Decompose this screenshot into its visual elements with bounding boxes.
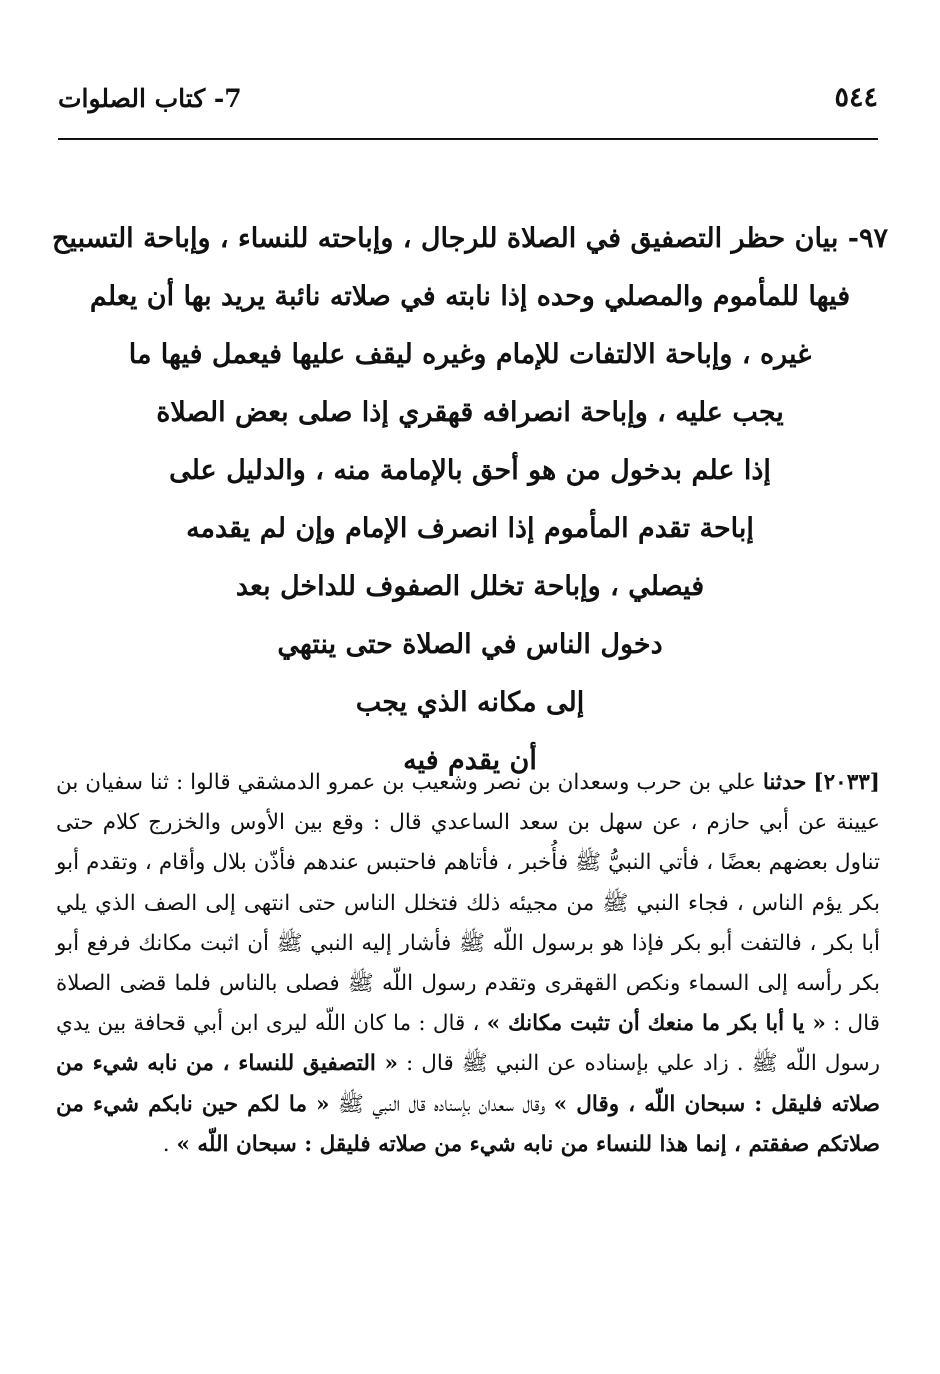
hadith-opening: حدثنا — [762, 770, 807, 795]
chapter-heading-line: إباحة تقدم المأموم إذا انصرف الإمام وإن لم يقدمه — [186, 513, 754, 544]
chapter-heading-line: دخول الناس في الصلاة حتى ينتهي — [277, 629, 663, 660]
chapter-heading-line: غيره ، وإباحة الالتفات للإمام وغيره ليقف عليها فيعمل فيها ما — [128, 339, 812, 370]
chapter-heading-line: أن يقدم فيه — [403, 745, 537, 776]
chapter-heading-line: فيها للمأموم والمصلي وحده إذا نابته في صلاته نائبة يريد بها أن يعلم — [89, 281, 851, 312]
prophet-quote: « يا أبا بكر ما منعك أن تثبت مكانك » — [486, 1011, 826, 1037]
chapter-heading-line: فيصلي ، وإباحة تخلل الصفوف للداخل بعد — [235, 571, 705, 602]
hadith-closing: . — [162, 1131, 170, 1157]
prophet-quote: « التصفيق للنساء ، من نابه شيء من صلاته فليقل : سبحان اللّه ، وقال » — [56, 1051, 881, 1117]
hadith-text: وقال سعدان بإسناده قال النبي ﷺ — [337, 1091, 546, 1117]
chapter-heading-line: إذا علم بدخول من هو أحق بالإمامة منه ، والدليل على — [169, 455, 771, 486]
chapter-heading-line: ٩٧- بيان حظر التصفيق في الصلاة للرجال ، وإباحته للنساء ، وإباحة التسبيح — [52, 223, 888, 254]
chapter-heading — [40, 210, 900, 790]
hadith-text: علي بن حرب وسعدان بن نصر وشعيب بن عمرو الدمشقي قالوا : ثنا سفيان بن عيينة عن أبي حازم ، عن سهل بن سعد الساعدي قال : وقع بين الأوس والخزرج كلام حتى تناول بعضهم بعضًا ، فأتي النبيُّ ﷺ فأُخبر ، فأتاهم فاحتبس عندهم فأذّن بلال وأقام ، وتقدم أبو بكر يؤم الناس ، فجاء النبي ﷺ من مجيئه ذلك فتخلل الناس حتى انتهى إلى الصف الذي يلي أبا بكر ، فالتفت أبو بكر فإذا هو برسول اللّه ﷺ فأشار إليه النبي ﷺ أن اثبت مكانك فرفع أبو بكر رأسه إلى السماء ونكص القهقرى وتقدم رسول اللّه ﷺ فصلى بالناس فلما قضى الصلاة قال : — [56, 770, 881, 1037]
hadith-number: [٢٠٣٣] — [813, 770, 880, 795]
prophet-quote: « ما لكم حين نابكم شيء من صلاتكم صفقتم ، إنما هذا للنساء من نابه شيء من صلاته فليقل : سبحان اللّه » — [56, 1091, 880, 1157]
hadith-paragraph — [56, 763, 880, 1165]
chapter-heading-line: يجب عليه ، وإباحة انصرافه قهقري إذا صلى بعض الصلاة — [156, 397, 784, 428]
hadith-text: ، قال : ما كان اللّه ليرى ابن أبي قحافة بين يدي رسول اللّه ﷺ . زاد علي بإسناده عن النبي ﷺ قال : — [56, 1011, 881, 1077]
running-title: 7- كتاب الصلوات — [58, 84, 242, 113]
chapter-heading-line: إلى مكانه الذي يجب — [355, 687, 585, 718]
page-number: ٥٤٤ — [834, 82, 878, 113]
page-header — [58, 78, 878, 140]
